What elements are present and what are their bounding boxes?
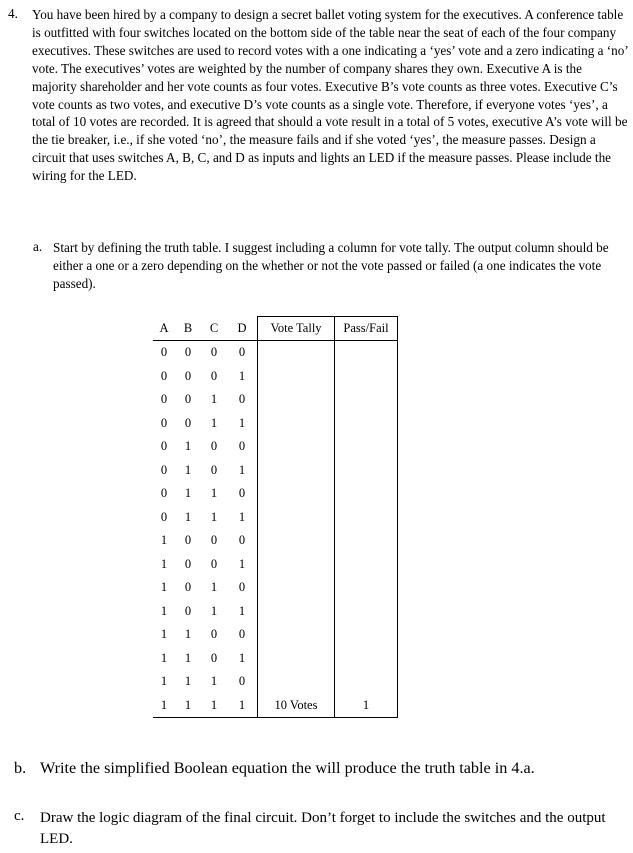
cell-b: 0	[184, 580, 192, 595]
cell-c: 1	[210, 486, 218, 501]
cell-a: 0	[160, 439, 168, 454]
table-row	[153, 553, 398, 577]
cell-a: 1	[153, 694, 175, 718]
cell-vote-tally	[258, 341, 335, 365]
cell-b: 0	[184, 368, 192, 383]
cell-a: 1	[160, 556, 168, 571]
cell-a: 1	[160, 627, 168, 642]
cell-b: 0	[184, 415, 192, 430]
cell-a: 0	[160, 368, 168, 383]
cell-d: 0	[227, 482, 258, 506]
cell-a: 1	[160, 580, 168, 595]
table-row	[153, 623, 398, 647]
cell-pass-fail	[335, 670, 398, 694]
truth-table-body	[153, 341, 398, 718]
header-b: B	[175, 317, 201, 341]
cell-c: 0	[210, 345, 218, 360]
cell-vote-tally	[258, 553, 335, 577]
cell-c: 0	[210, 556, 218, 571]
cell-c: 0	[210, 627, 218, 642]
cell-b: 0	[184, 533, 192, 548]
cell-c: 0	[210, 439, 218, 454]
cell-c: 0	[210, 462, 218, 477]
cell-c: 0	[210, 650, 218, 665]
cell-pass-fail	[335, 506, 398, 530]
cell-c: 1	[201, 694, 227, 718]
part-c-label: c.	[14, 808, 25, 824]
cell-c: 1	[210, 603, 218, 618]
part-b-text: Write the simplified Boolean equation the will produce the truth table in 4.a.	[40, 759, 535, 777]
cell-a: 1	[160, 603, 168, 618]
cell-vote-tally	[258, 670, 335, 694]
cell-vote-tally	[258, 388, 335, 412]
table-row	[153, 388, 398, 412]
cell-b: 1	[184, 509, 192, 524]
cell-vote-tally	[258, 647, 335, 671]
cell-a: 1	[160, 533, 168, 548]
cell-a: 1	[160, 650, 168, 665]
cell-vote-tally	[258, 435, 335, 459]
cell-b: 0	[184, 345, 192, 360]
cell-a: 0	[160, 345, 168, 360]
table-row	[153, 670, 398, 694]
cell-d: 1	[227, 459, 258, 483]
part-a-label: a.	[33, 239, 43, 254]
cell-d: 0	[227, 576, 258, 600]
cell-vote-tally	[258, 623, 335, 647]
cell-d: 1	[227, 365, 258, 389]
cell-a: 1	[160, 674, 168, 689]
table-row	[153, 435, 398, 459]
cell-d: 1	[227, 694, 258, 718]
cell-d: 1	[227, 600, 258, 624]
cell-pass-fail	[335, 576, 398, 600]
cell-vote-tally	[258, 576, 335, 600]
cell-c: 1	[210, 674, 218, 689]
cell-pass-fail	[335, 600, 398, 624]
question-number: 4.	[8, 6, 18, 21]
cell-d: 1	[227, 506, 258, 530]
cell-pass-fail	[335, 365, 398, 389]
cell-c: 1	[210, 509, 218, 524]
table-row	[153, 647, 398, 671]
cell-d: 0	[227, 435, 258, 459]
cell-b: 1	[184, 462, 192, 477]
cell-b: 1	[184, 486, 192, 501]
cell-vote-tally	[258, 459, 335, 483]
header-c: C	[201, 317, 227, 341]
table-row	[153, 341, 398, 365]
cell-c: 1	[210, 392, 218, 407]
cell-pass-fail	[335, 459, 398, 483]
header-vote-tally: Vote Tally	[258, 317, 335, 341]
cell-pass-fail	[335, 553, 398, 577]
cell-d: 0	[227, 670, 258, 694]
cell-pass-fail	[335, 341, 398, 365]
cell-pass-fail	[335, 482, 398, 506]
cell-vote-tally	[258, 529, 335, 553]
header-pass-fail: Pass/Fail	[335, 317, 398, 341]
cell-vote-tally	[258, 365, 335, 389]
cell-d: 0	[227, 529, 258, 553]
cell-c: 1	[210, 415, 218, 430]
cell-pass-fail	[335, 623, 398, 647]
cell-a: 0	[160, 392, 168, 407]
part-b-label: b.	[14, 759, 27, 777]
cell-a: 0	[160, 486, 168, 501]
cell-b: 1	[184, 627, 192, 642]
question-text: You have been hired by a company to design a secret ballet voting system for the executives. A conference table is outfitted with four switches located on the bottom side of the table near the seat of each of the four company executives. These switches are used to record votes with a one indicating a ‘yes’ vote and a zero indicating a ‘no’ vote. The executives’ votes are weighted by the number of company shares they own. Executive A is the majority shareholder and her vote counts as four votes. Executive B’s vote counts as three votes. Executive C’s vote counts as two votes, and executive D’s vote counts as a single vote. Therefore, if everyone votes ‘yes’, a total of 10 votes are recorded. It is agreed that should a vote result in a total of 5 votes, executive A’s vote will be the tie breaker, i.e., if she voted ‘no’, the measure fails and if she voted ‘yes’, the measure passes. Design a circuit that uses switches A, B, C, and D as inputs and lights an LED if the measure passes. Please include the wiring for the LED.	[32, 7, 628, 184]
cell-a: 0	[160, 462, 168, 477]
cell-a: 0	[160, 415, 168, 430]
table-row	[153, 506, 398, 530]
truth-table	[153, 316, 398, 718]
cell-b: 1	[184, 674, 192, 689]
header-d: D	[227, 317, 258, 341]
cell-c: 0	[210, 533, 218, 548]
cell-pass-fail	[335, 529, 398, 553]
cell-pass-fail	[335, 388, 398, 412]
cell-d: 0	[227, 341, 258, 365]
table-row	[153, 459, 398, 483]
cell-a: 0	[160, 509, 168, 524]
truth-table-header-row	[153, 317, 398, 341]
cell-pass-fail	[335, 435, 398, 459]
table-row	[153, 412, 398, 436]
cell-b: 1	[184, 650, 192, 665]
cell-pass-fail	[335, 412, 398, 436]
cell-d: 1	[227, 553, 258, 577]
cell-b: 0	[184, 603, 192, 618]
cell-vote-tally: 10 Votes	[258, 694, 335, 718]
cell-pass-fail: 1	[335, 694, 398, 718]
cell-d: 1	[227, 647, 258, 671]
cell-b: 0	[184, 556, 192, 571]
cell-b: 0	[184, 392, 192, 407]
table-row	[153, 600, 398, 624]
cell-b: 1	[184, 439, 192, 454]
cell-vote-tally	[258, 600, 335, 624]
part-c-text: Draw the logic diagram of the final circuit. Don’t forget to include the switches and the output LED.	[40, 810, 606, 847]
cell-vote-tally	[258, 482, 335, 506]
cell-c: 1	[210, 580, 218, 595]
cell-c: 0	[210, 368, 218, 383]
part-a-text: Start by defining the truth table. I suggest including a column for vote tally. The output column should be either a one or a zero depending on the whether or not the vote passed or failed (a one indicates the vote passed).	[53, 240, 609, 291]
table-row	[153, 529, 398, 553]
table-row	[153, 576, 398, 600]
table-row	[153, 365, 398, 389]
cell-pass-fail	[335, 647, 398, 671]
cell-d: 0	[227, 388, 258, 412]
cell-vote-tally	[258, 412, 335, 436]
cell-d: 1	[227, 412, 258, 436]
table-row	[153, 694, 398, 718]
cell-b: 1	[175, 694, 201, 718]
table-row	[153, 482, 398, 506]
cell-vote-tally	[258, 506, 335, 530]
cell-d: 0	[227, 623, 258, 647]
header-a: A	[153, 317, 175, 341]
